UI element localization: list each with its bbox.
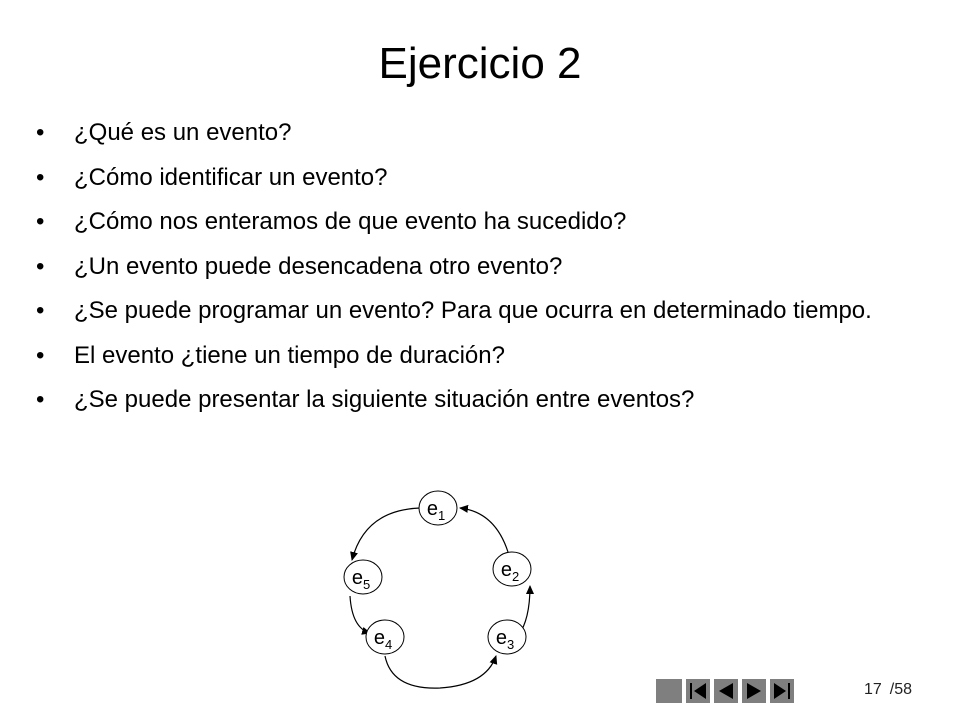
node-base: e: [373, 627, 385, 649]
event-node-e3: [488, 620, 526, 654]
node-base: e: [351, 567, 363, 589]
next-page-icon[interactable]: [742, 679, 766, 703]
bullet-symbol: •: [36, 163, 45, 191]
bullet-text: ¿Se puede programar un evento? Para que ocurra en determinado tiempo.: [74, 297, 872, 324]
node-subscript: 2: [511, 569, 520, 584]
slide-navigation: [656, 679, 794, 703]
bullet-symbol: •: [36, 208, 45, 235]
bullet-text: El evento ¿tiene un tiempo de duración?: [74, 341, 505, 369]
bullet-text: ¿Se puede presentar la siguiente situación entre eventos?: [74, 386, 695, 413]
arrow-e4-to-e3: [385, 656, 496, 688]
node-subscript: 5: [362, 577, 371, 592]
arrow-e2-to-e1: [460, 508, 508, 552]
node-subscript: 3: [506, 637, 515, 652]
bullet-text: ¿Qué es un evento?: [74, 119, 292, 146]
first-page-icon[interactable]: [686, 679, 710, 703]
previous-page-icon[interactable]: [714, 679, 738, 703]
node-base: e: [500, 559, 512, 581]
node-subscript: 4: [384, 637, 393, 652]
bullet-symbol: •: [36, 252, 45, 280]
arrow-e5-to-e4: [350, 596, 370, 633]
bullet-symbol: •: [36, 119, 45, 146]
event-node-e1: [419, 491, 457, 525]
total-pages: /58: [889, 681, 913, 698]
arrow-e1-to-e5: [352, 508, 420, 560]
bullet-symbol: •: [36, 297, 45, 324]
bullet-text: ¿Un evento puede desencadena otro evento?: [74, 252, 563, 280]
bullet-text: ¿Cómo nos enteramos de que evento ha sucedido?: [74, 208, 627, 235]
event-node-e2: [493, 552, 531, 586]
bullet-symbol: •: [36, 386, 45, 413]
page-indicator: [864, 680, 912, 700]
event-node-e5: [344, 560, 382, 594]
blank-button-icon[interactable]: [656, 679, 682, 703]
slide-title: Ejercicio 2: [378, 39, 582, 88]
bullet-text: ¿Cómo identificar un evento?: [74, 163, 388, 191]
current-page-number: 17: [864, 681, 882, 698]
node-base: e: [426, 498, 438, 520]
last-page-icon[interactable]: [770, 679, 794, 703]
node-base: e: [495, 627, 507, 649]
node-subscript: 1: [437, 508, 446, 523]
bullet-symbol: •: [36, 341, 45, 369]
event-node-e4: [366, 620, 404, 654]
